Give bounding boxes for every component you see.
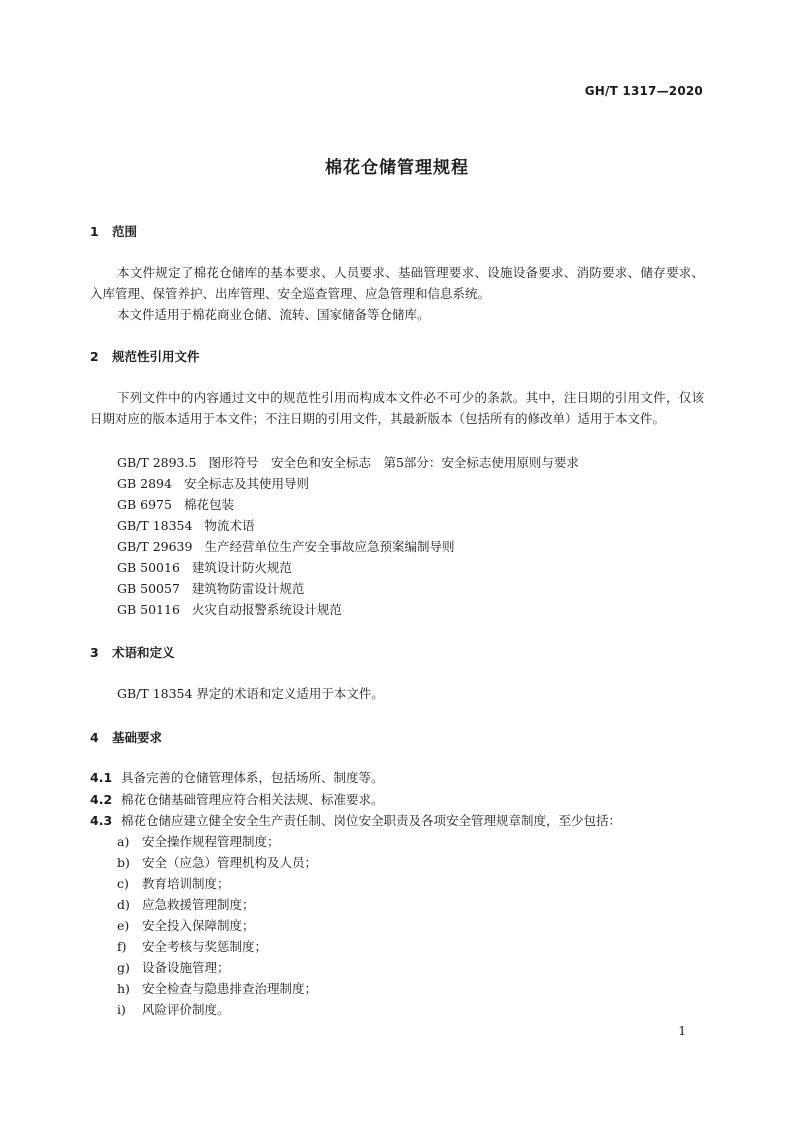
paragraph: 下列文件中的内容通过文中的规范性引用而构成本文件必不可少的条款。其中，注日期的引用文件，仅该日期对应的版本适用于本文件；不注日期的引用文件，其最新版本（包括所有的修改单）适用于本文件。 <box>90 390 704 426</box>
clause-text: 棉花仓储应建立健全安全生产责任制、岗位安全职责及各项安全管理规章制度，至少包括： <box>121 813 622 828</box>
section-2-heading <box>90 347 200 365</box>
clause <box>90 768 384 786</box>
reference-code: GB 50057 <box>117 581 180 596</box>
list-item-text: 安全投入保障制度； <box>142 918 255 933</box>
clause <box>90 811 621 829</box>
list-marker: i) <box>117 1002 126 1017</box>
section-4-heading <box>90 728 162 746</box>
list-marker: h) <box>117 981 130 996</box>
list-marker: d) <box>117 897 130 912</box>
reference-item <box>117 558 292 576</box>
paragraph: 本文件规定了棉花仓储库的基本要求、人员要求、基础管理要求、设施设备要求、消防要求、储存要求、入库管理、保管养护、出库管理、安全巡查管理、应急管理和信息系统。 <box>90 265 704 301</box>
list-item <box>117 958 230 976</box>
list-item-text: 设备设施管理； <box>142 960 230 975</box>
reference-code: GB 50016 <box>117 560 180 575</box>
section-number: 4 <box>90 730 99 745</box>
reference-code: GB 50116 <box>117 602 180 617</box>
reference-item <box>117 453 579 471</box>
list-marker: f) <box>117 939 127 954</box>
section-number: 3 <box>90 645 99 660</box>
reference-item <box>117 537 454 555</box>
list-item <box>117 895 255 913</box>
section-title: 基础要求 <box>112 730 163 745</box>
reference-title: 物流术语 <box>204 518 255 533</box>
list-marker: b) <box>117 855 130 870</box>
list-item <box>117 853 317 871</box>
section-number: 1 <box>90 224 99 239</box>
reference-title: 图形符号 安全色和安全标志 第5部分：安全标志使用原则与要求 <box>208 455 579 470</box>
reference-code: GB/T 29639 <box>117 539 193 554</box>
reference-title: 棉花包装 <box>183 497 234 512</box>
clause-text: 棉花仓储基础管理应符合相关法规、标准要求。 <box>121 792 384 807</box>
reference-code: GB/T 18354 <box>117 518 193 533</box>
list-item-text: 风险评价制度。 <box>142 1002 230 1017</box>
reference-code: GB 2894 <box>117 476 172 491</box>
document-title: 棉花仓储管理规程 <box>325 158 469 178</box>
clause-text: 具备完善的仓储管理体系，包括场所、制度等。 <box>121 770 384 785</box>
reference-title: 火灾自动报警系统设计规范 <box>191 602 342 617</box>
section-title: 术语和定义 <box>112 645 175 660</box>
section-title: 范围 <box>112 224 138 239</box>
reference-item <box>117 579 304 597</box>
list-item-text: 安全操作规程管理制度； <box>142 834 280 849</box>
list-item-text: 安全考核与奖惩制度； <box>142 939 268 954</box>
section-title: 规范性引用文件 <box>112 349 200 364</box>
reference-title: 建筑设计防火规范 <box>191 560 292 575</box>
paragraph: GB/T 18354 界定的术语和定义适用于本文件。 <box>117 686 384 701</box>
list-item-text: 应急救援管理制度； <box>142 897 255 912</box>
list-item-text: 安全检查与隐患排查治理制度； <box>142 981 318 996</box>
paragraph: 本文件适用于棉花商业仓储、流转、国家储备等仓储库。 <box>117 307 430 322</box>
clause <box>90 790 384 808</box>
reference-code: GB/T 2893.5 <box>117 455 197 470</box>
clause-number: 4.2 <box>90 792 113 807</box>
reference-item <box>117 474 309 492</box>
section-1-heading <box>90 222 137 240</box>
list-item-text: 教育培训制度； <box>142 876 230 891</box>
reference-item <box>117 495 234 513</box>
standard-code: GH/T 1317—2020 <box>584 84 703 98</box>
list-marker: e) <box>117 918 130 933</box>
list-item <box>117 937 267 955</box>
list-item <box>117 916 255 934</box>
list-marker: g) <box>117 960 130 975</box>
reference-title: 生产经营单位生产安全事故应急预案编制导则 <box>204 539 455 554</box>
reference-item <box>117 600 342 618</box>
page-number: 1 <box>678 1024 686 1038</box>
reference-title: 建筑物防雷设计规范 <box>191 581 305 596</box>
reference-item <box>117 516 254 534</box>
reference-code: GB 6975 <box>117 497 172 512</box>
list-item <box>117 832 280 850</box>
section-number: 2 <box>90 349 99 364</box>
clause-number: 4.1 <box>90 770 113 785</box>
list-item <box>117 1000 230 1018</box>
list-marker: c) <box>117 876 129 891</box>
section-3-heading <box>90 643 175 661</box>
list-item-text: 安全（应急）管理机构及人员； <box>142 855 318 870</box>
list-item <box>117 874 230 892</box>
list-item <box>117 979 317 997</box>
list-marker: a) <box>117 834 130 849</box>
reference-title: 安全标志及其使用导则 <box>183 476 309 491</box>
clause-number: 4.3 <box>90 813 113 828</box>
